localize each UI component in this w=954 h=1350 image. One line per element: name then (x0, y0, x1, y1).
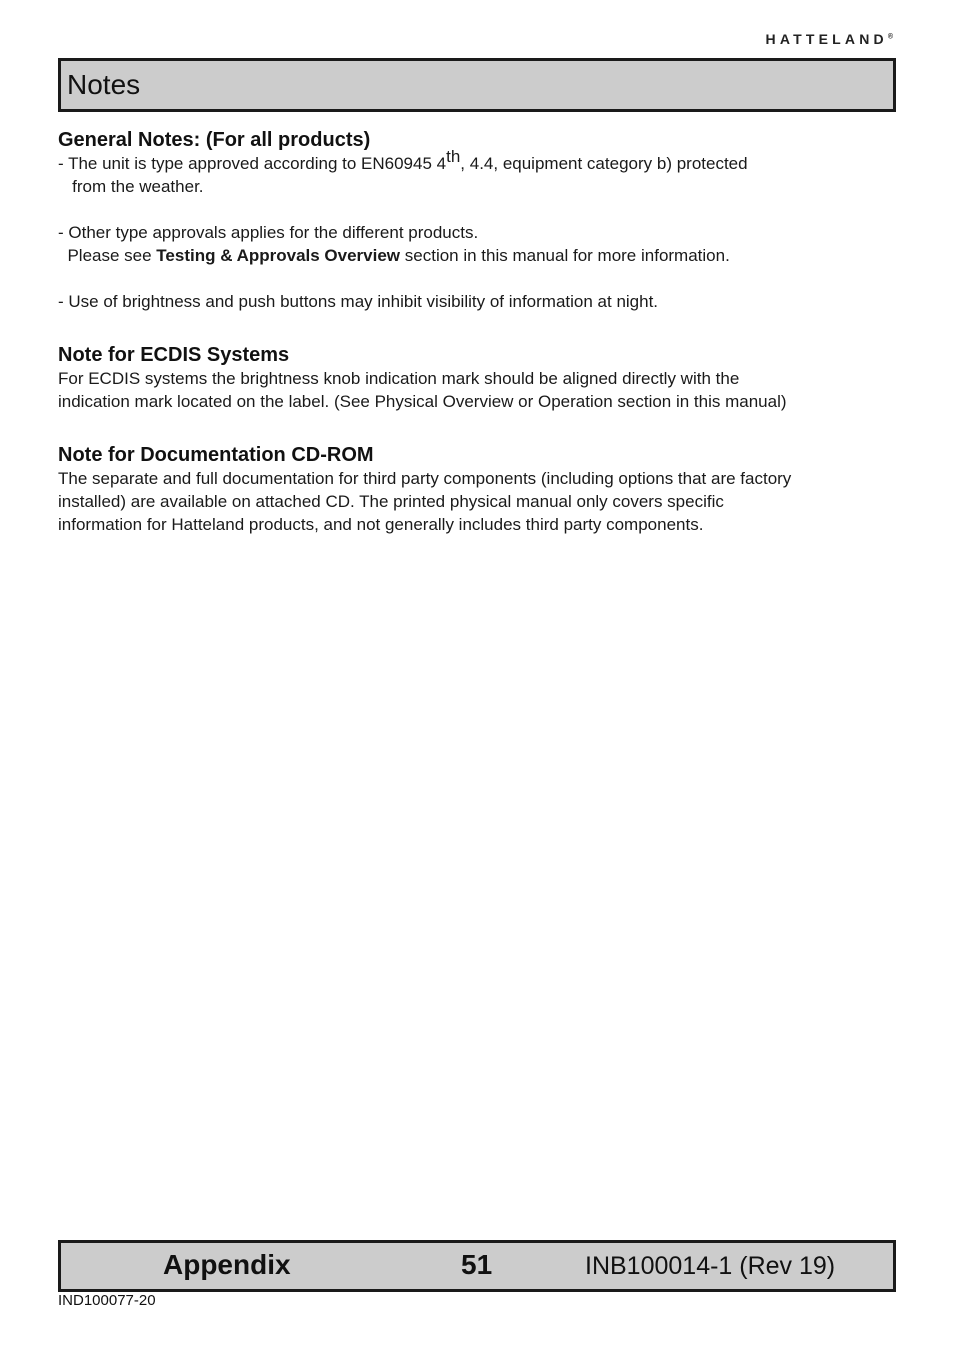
general-notes-section (58, 128, 898, 313)
ecdis-heading: Note for ECDIS Systems (58, 344, 290, 366)
page-footer (58, 1240, 896, 1292)
document-reference: INB100014-1 (Rev 19) (585, 1252, 836, 1280)
ecdis-line: indication mark located on the label. (See Physical Overview or Operation section in this manual) (58, 392, 787, 411)
page-header (58, 58, 896, 112)
general-line4-a: Please see (58, 246, 157, 265)
ordinal-suffix: th (446, 147, 461, 166)
general-note-line: - Other type approvals applies for the different products. (58, 223, 479, 242)
general-note-line: - Use of brightness and push buttons may inhibit visibility of information at night. (58, 292, 659, 311)
ecdis-section (58, 343, 898, 413)
general-line1-a: - The unit is type approved according to EN60945 4 (58, 154, 447, 173)
cdrom-line: The separate and full documentation for third party components (including options that are factory (58, 469, 792, 488)
general-note-line: from the weather. (58, 177, 204, 196)
testing-approvals-reference: Testing & Approvals Overview (156, 246, 401, 265)
footer-section-name: Appendix (163, 1249, 291, 1280)
cdrom-line: installed) are available on attached CD. The printed physical manual only covers specific (58, 492, 724, 511)
cdrom-heading: Note for Documentation CD-ROM (58, 444, 374, 466)
page-title: Notes (67, 69, 141, 100)
ecdis-line: For ECDIS systems the brightness knob indication mark should be aligned directly with the (58, 369, 740, 388)
page-number: 51 (461, 1249, 493, 1280)
document-code: IND100077-20 (58, 1292, 156, 1309)
general-note-line (58, 244, 898, 267)
general-notes-heading: General Notes: (For all products) (58, 129, 371, 151)
hatteland-logo (766, 31, 893, 47)
general-note-line (58, 147, 898, 175)
page-content (58, 128, 898, 536)
general-line1-b: , 4.4, equipment category b) protected (460, 154, 748, 173)
registered-mark: ® (887, 33, 893, 41)
logo-text: HATTELAND (765, 31, 888, 47)
general-line4-b: section in this manual for more information. (400, 246, 730, 265)
cdrom-line: information for Hatteland products, and not generally includes third party components. (58, 515, 704, 534)
cdrom-section (58, 443, 898, 536)
